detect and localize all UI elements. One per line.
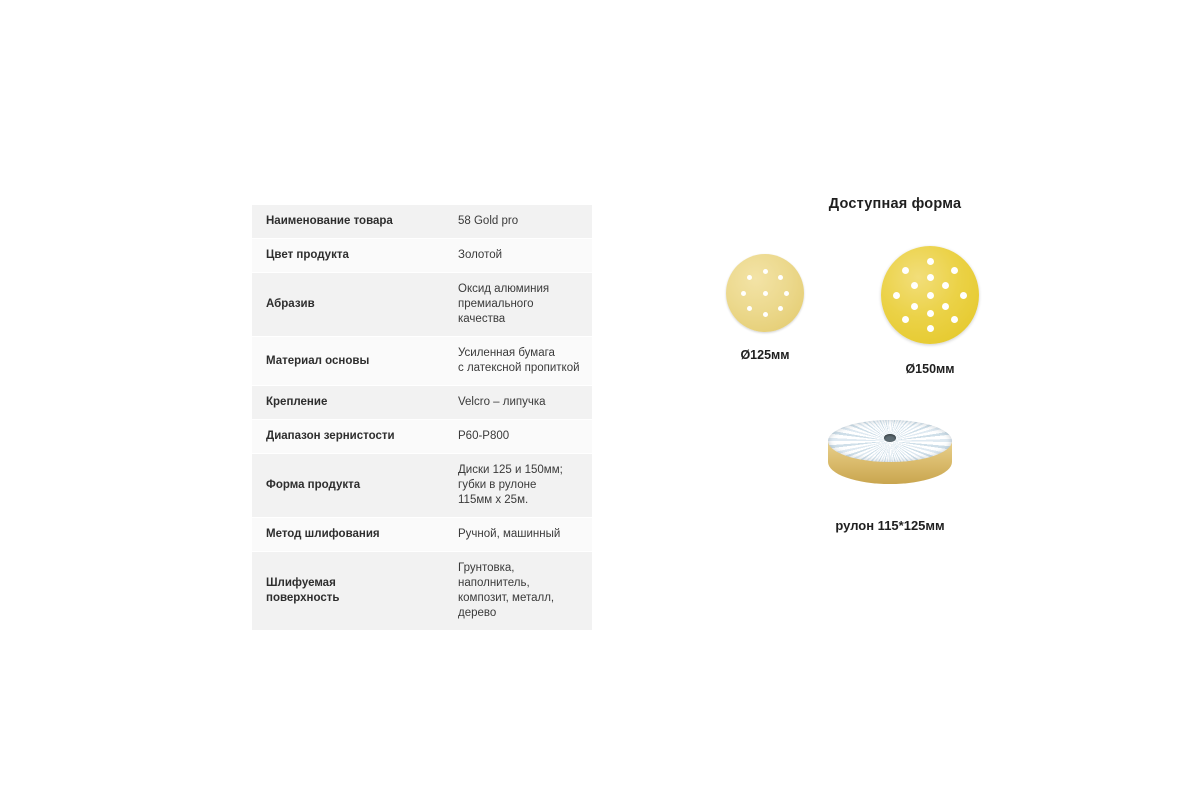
table-row [252,552,592,631]
product-spec-table [252,205,592,631]
spec-label-line: Шлифуемая [266,577,336,589]
table-row [252,518,592,552]
spec-value-line: P60-P800 [458,430,510,442]
table-row [252,420,592,454]
spec-value-line: Оксид алюминия [458,283,550,295]
disc-125-item [695,254,835,362]
disc-125-caption: Ø125мм [740,348,790,362]
spec-value [444,552,592,631]
table-row [252,337,592,386]
spec-value-line: 58 Gold pro [458,215,519,227]
sanding-disc-125-icon [726,254,804,332]
spec-value-line: Velcro – липучка [458,396,546,408]
spec-value [444,454,592,518]
sanding-disc-150-icon [881,246,979,344]
spec-value [444,386,592,420]
spec-label: Диапазон зернистости [252,420,444,454]
spec-value-line: 115мм х 25м. [458,494,529,506]
spec-label: Форма продукта [252,454,444,518]
roll-item [760,418,1020,533]
spec-value-line: губки в рулоне [458,479,537,491]
disc-150-item [850,246,1010,376]
spec-value-line: Ручной, машинный [458,528,561,540]
spec-value-line: Золотой [458,249,503,261]
spec-value-line: дерево [458,607,497,619]
roll-core [884,434,896,442]
spec-value-line: композит, металл, [458,592,555,604]
spec-label: Цвет продукта [252,239,444,273]
shapes-title: Доступная форма [828,196,962,212]
available-shapes-panel [660,196,1130,533]
spec-label: Крепление [252,386,444,420]
spec-label [252,552,444,631]
spec-value [444,337,592,386]
spec-value-line: Грунтовка, наполнитель, [458,562,530,589]
spec-value-line: премиального качества [458,298,534,325]
spec-value [444,518,592,552]
spec-label: Материал основы [252,337,444,386]
spec-label-line: поверхность [266,592,340,604]
sanding-roll-icon [828,418,952,496]
table-row [252,386,592,420]
spec-value-line: с латексной пропиткой [458,362,580,374]
roll-caption: рулон 115*125мм [835,518,945,533]
spec-value-line: Усиленная бумага [458,347,555,359]
table-row [252,454,592,518]
spec-label: Метод шлифования [252,518,444,552]
disc-150-caption: Ø150мм [905,362,955,376]
table-row [252,205,592,239]
table-row [252,239,592,273]
spec-label: Абразив [252,273,444,337]
spec-value [444,205,592,239]
spec-value [444,239,592,273]
spec-label: Наименование товара [252,205,444,239]
spec-value [444,420,592,454]
spec-value-line: Диски 125 и 150мм; [458,464,563,476]
spec-value [444,273,592,337]
discs-row [660,254,1130,394]
table-row [252,273,592,337]
